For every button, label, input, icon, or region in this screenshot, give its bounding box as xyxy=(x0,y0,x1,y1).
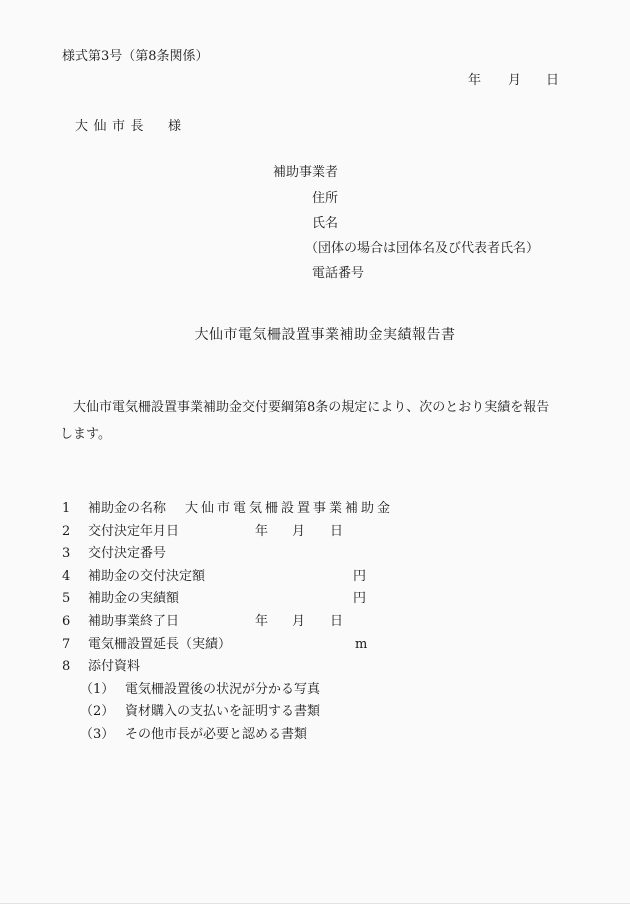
item-number: 8 xyxy=(62,659,71,674)
subitem-label: 電気柵設置後の状況が分かる写真 xyxy=(125,682,321,697)
item-number: 1 xyxy=(62,501,71,516)
subitem-label: その他市長が必要と認める書類 xyxy=(125,727,308,742)
item-number: 2 xyxy=(62,524,71,539)
item-number: 3 xyxy=(62,546,71,561)
item-label: 添付資料 xyxy=(88,659,141,674)
phone-label: 電話番号 xyxy=(312,266,365,281)
list-item-2 xyxy=(0,524,630,541)
month-label: 月 xyxy=(508,73,522,88)
year-label: 年 xyxy=(255,614,269,629)
document-title: 大仙市電気柵設置事業補助金実績報告書 xyxy=(194,327,456,343)
item-number: 5 xyxy=(62,591,71,606)
item-label: 電気柵設置延長（実績） xyxy=(88,637,232,652)
form-number: 様式第3号（第8条関係） xyxy=(62,49,209,64)
subitem-number: （3） xyxy=(80,727,115,742)
date-line xyxy=(0,73,630,89)
day-label: 日 xyxy=(546,73,560,88)
item-label: 交付決定番号 xyxy=(88,546,167,561)
item-value: 大仙市電気柵設置事業補助金 xyxy=(185,501,394,516)
meter-unit-label: m xyxy=(355,637,368,652)
subitem-number: （2） xyxy=(80,704,115,719)
list-subitem-3 xyxy=(0,727,630,744)
year-label: 年 xyxy=(468,73,482,88)
list-subitem-2 xyxy=(0,704,630,721)
day-label: 日 xyxy=(330,614,344,629)
name-label: 氏名 xyxy=(312,216,339,231)
body-paragraph: 大仙市電気柵設置事業補助金交付要綱第8条の規定により、次のとおり実績を報告します。 xyxy=(60,400,550,442)
organization-note: （団体の場合は団体名及び代表者氏名） xyxy=(305,241,540,256)
list-item-5 xyxy=(0,591,630,608)
applicant-heading: 補助事業者 xyxy=(273,165,339,180)
addressee-honorific: 様 xyxy=(168,119,182,134)
item-number: 4 xyxy=(62,569,71,584)
day-label: 日 xyxy=(330,524,344,539)
list-item-7 xyxy=(0,637,630,654)
list-item-4 xyxy=(0,569,630,586)
yen-unit-label: 円 xyxy=(353,591,367,606)
year-label: 年 xyxy=(255,524,269,539)
subitem-number: （1） xyxy=(80,682,115,697)
item-label: 補助金の実績額 xyxy=(88,591,180,606)
list-item-6 xyxy=(0,614,630,631)
addressee-line xyxy=(0,119,630,135)
subitem-label: 資材購入の支払いを証明する書類 xyxy=(125,704,321,719)
yen-unit-label: 円 xyxy=(353,569,367,584)
list-item-3 xyxy=(0,546,630,563)
item-number: 7 xyxy=(62,637,71,652)
address-label: 住所 xyxy=(312,191,339,206)
item-label: 補助金の名称 xyxy=(88,501,167,516)
item-label: 交付決定年月日 xyxy=(88,524,180,539)
month-label: 月 xyxy=(292,524,306,539)
month-label: 月 xyxy=(292,614,306,629)
list-item-8 xyxy=(0,659,630,676)
item-label: 補助金の交付決定額 xyxy=(88,569,206,584)
addressee-name: 大仙市長 xyxy=(75,119,150,134)
item-number: 6 xyxy=(62,614,71,629)
list-subitem-1 xyxy=(0,682,630,699)
item-label: 補助事業終了日 xyxy=(88,614,180,629)
list-item-1 xyxy=(0,501,630,518)
